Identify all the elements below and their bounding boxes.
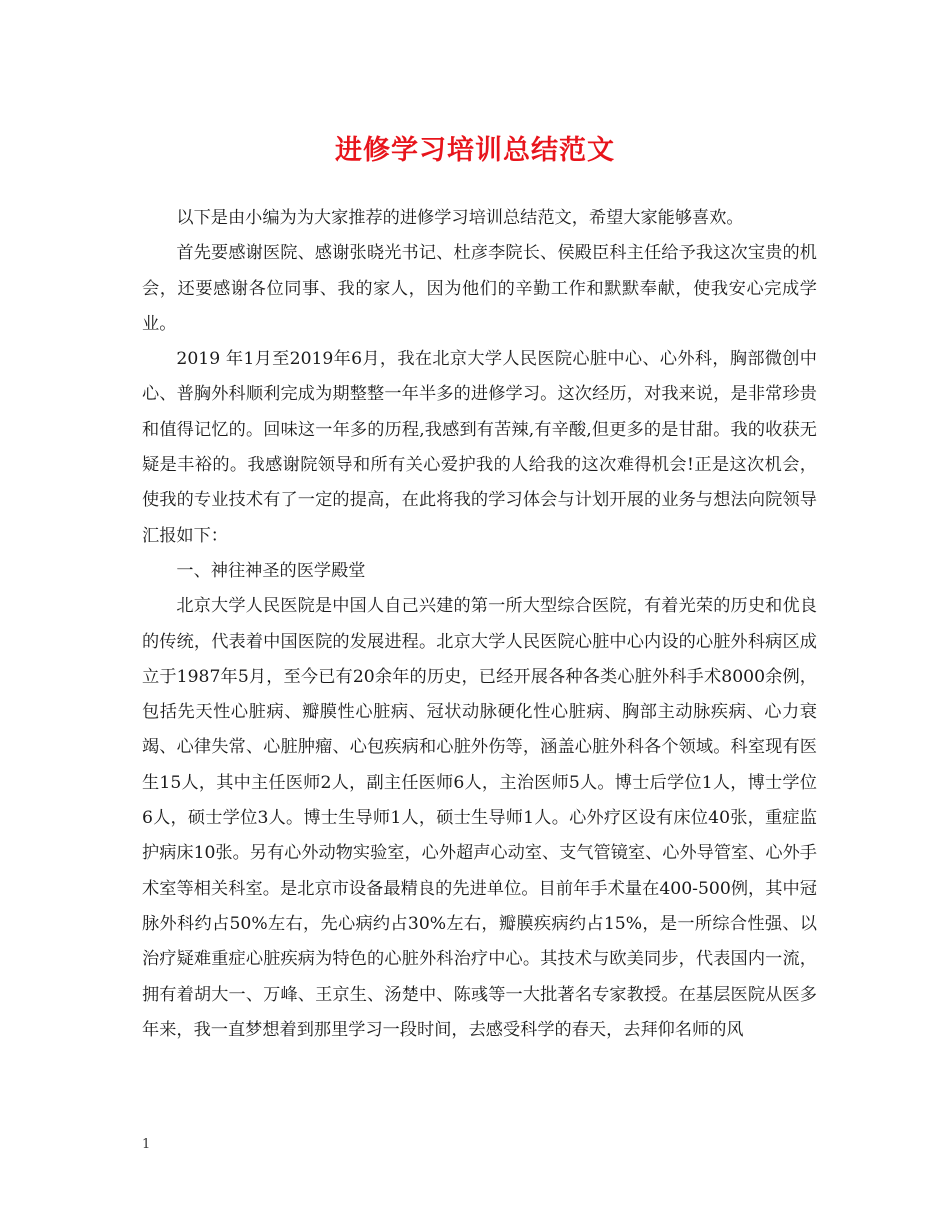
document-body	[142, 201, 817, 1048]
paragraph-intro: 以下是由小编为为大家推荐的进修学习培训总结范文，希望大家能够喜欢。	[176, 208, 744, 228]
paragraph-hospital-intro: 北京大学人民医院是中国人自己兴建的第一所大型综合医院，有着光荣的历史和优良的传统，代表着中国医院的发展进程。北京大学人民医院心脏中心内设的心脏外科病区成立于1987年5月，至今已有20余年的历史，已经开展各种各类心脏外科手术8000余例，包括先天性心脏病、瓣膜性心脏病、冠状动脉硬化性心脏病、胸部主动脉疾病、心力衰竭、心律失常、心脏肿瘤、心包疾病和心脏外伤等，涵盖心脏外科各个领域。科室现有医生15人，其中主任医师2人，副主任医师6人，主治医师5人。博士后学位1人，博士学位6人，硕士学位3人。博士生导师1人，硕士生导师1人。心外疗区设有床位40张，重症监护病床10张。另有心外动物实验室，心外超声心动室、支气管镜室、心外导管室、心外手术室等相关科室。是北京市设备最精良的先进单位。目前年手术量在400-500例，其中冠脉外科约占50%左右，先心病约占30%左右，瓣膜疾病约占15%，是一所综合性强、以治疗疑难重症心脏疾病为特色的心脏外科治疗中心。其技术与欧美同步，代表国内一流，拥有着胡大一、万峰、王京生、汤楚中、陈彧等一大批著名专家教授。在基层医院从医多年来，我一直梦想着到那里学习一段时间，去感受科学的春天，去拜仰名师的风	[142, 596, 817, 1040]
section-heading-1: 一、神往神圣的医学殿堂	[176, 560, 366, 581]
page-number: 1	[142, 1137, 151, 1152]
document-title: 进修学习培训总结范文	[335, 135, 615, 166]
paragraph-thanks: 首先要感谢医院、感谢张晓光书记、杜彦李院长、侯殿臣科主任给予我这次宝贵的机会，还要感谢各位同事、我的家人，因为他们的辛勤工作和默默奉献，使我安心完成学业。	[142, 243, 817, 334]
paragraph-study-period: 2019 年1月至2019年6月，我在北京大学人民医院心脏中心、心外科，胸部微创中心、普胸外科顺利完成为期整整一年半多的进修学习。这次经历，对我来说，是非常珍贵和值得记忆的。回味这一年多的历程,我感到有苦辣,有辛酸,但更多的是甘甜。我的收获无疑是丰裕的。我感谢院领导和所有关心爱护我的人给我的这次难得机会!正是这次机会，使我的专业技术有了一定的提高，在此将我的学习体会与计划开展的业务与想法向院领导汇报如下：	[142, 349, 817, 546]
